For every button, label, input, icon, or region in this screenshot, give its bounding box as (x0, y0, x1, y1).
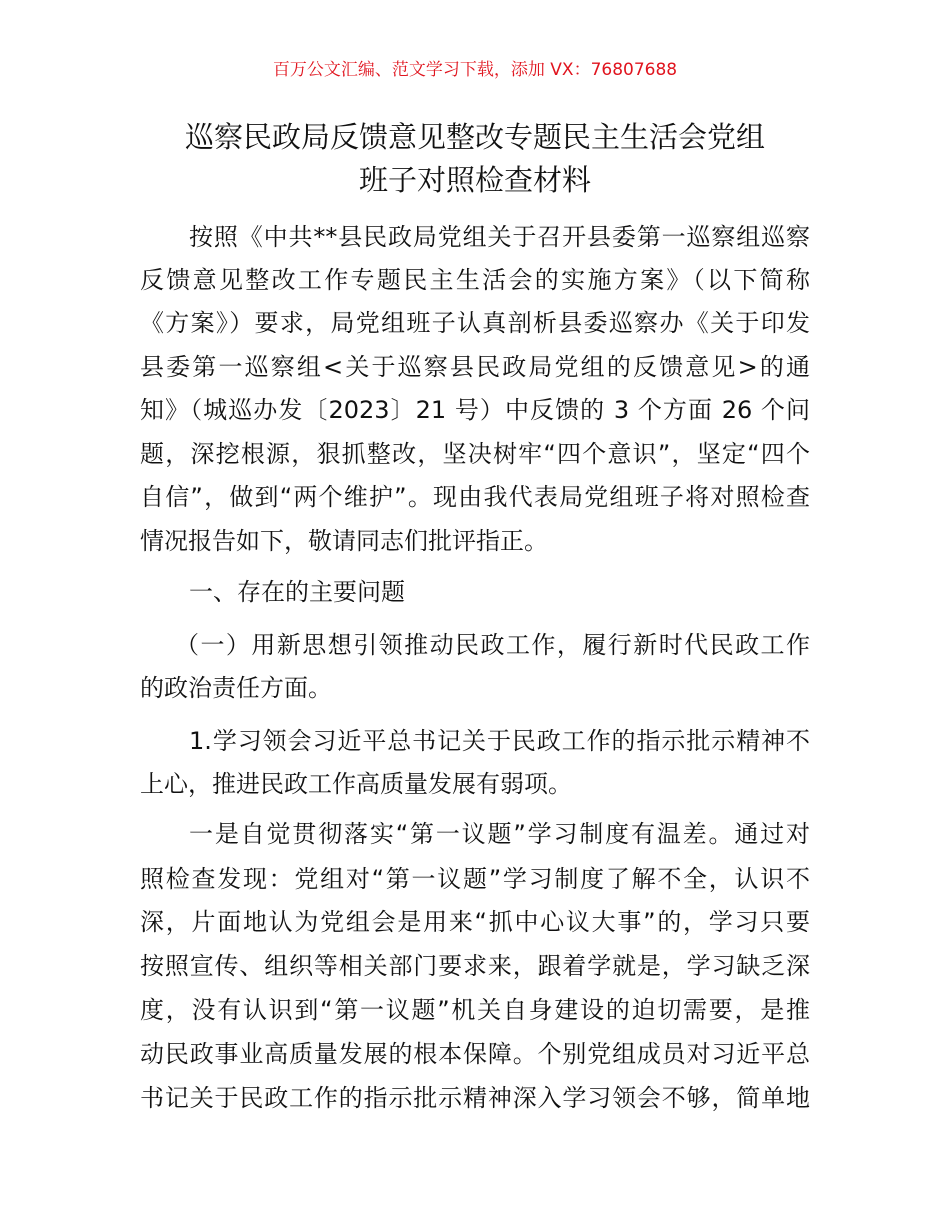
paragraph-point-line: 动民政事业高质量发展的根本保障。个别党组成员对习近平总 (140, 1040, 810, 1068)
paragraph-point-line: 按照宣传、组织等相关部门要求来，跟着学就是，学习缺乏深 (140, 952, 810, 980)
paragraph-intro-line: 按照《中共**县民政局党组关于召开县委第一巡察组巡察 (189, 223, 810, 251)
document-title-line-2: 班子对照检查材料 (358, 163, 591, 197)
paragraph-intro-line: 反馈意见整改工作专题民主生活会的实施方案》（以下简称 (140, 266, 810, 294)
subsection-heading-line: 的政治责任方面。 (140, 674, 332, 702)
paragraph-intro-line: 情况报告如下，敬请同志们批评指正。 (140, 527, 548, 555)
watermark-header: 百万公文汇编、范文学习下载，添加 VX：76807688 (272, 60, 678, 80)
item-heading-line: 1.学习领会习近平总书记关于民政工作的指示批示精神不 (189, 727, 810, 755)
subsection-heading-line: （一）用新思想引领推动民政工作，履行新时代民政工作 (175, 631, 810, 659)
paragraph-point-line: 一是自觉贯彻落实“第一议题”学习制度有温差。通过对 (189, 820, 810, 848)
section-heading: 一、存在的主要问题 (189, 578, 405, 606)
paragraph-intro-line: 县委第一巡察组<关于巡察县民政局党组的反馈意见>的通 (140, 353, 810, 381)
paragraph-intro-line: 知》（城巡办发〔2023〕21 号）中反馈的 3 个方面 26 个问 (140, 396, 810, 424)
paragraph-intro-line: 自信”，做到“两个维护”。现由我代表局党组班子将对照检查 (140, 483, 810, 511)
paragraph-point-line: 深，片面地认为党组会是用来“抓中心议大事”的，学习只要 (140, 908, 810, 936)
paragraph-intro-line: 《方案》）要求，局党组班子认真剖析县委巡察办《关于印发 (140, 309, 810, 337)
paragraph-point-line: 书记关于民政工作的指示批示精神深入学习领会不够，简单地 (140, 1084, 810, 1112)
paragraph-intro-line: 题，深挖根源，狠抓整改，坚决树牢“四个意识”，坚定“四个 (140, 440, 810, 468)
paragraph-point-line: 照检查发现：党组对“第一议题”学习制度了解不全，认识不 (140, 865, 810, 893)
paragraph-point-line: 度，没有认识到“第一议题”机关自身建设的迫切需要，是推 (140, 996, 810, 1024)
document-title-line-1: 巡察民政局反馈意见整改专题民主生活会党组 (184, 120, 765, 154)
item-heading-line: 上心，推进民政工作高质量发展有弱项。 (140, 770, 572, 798)
